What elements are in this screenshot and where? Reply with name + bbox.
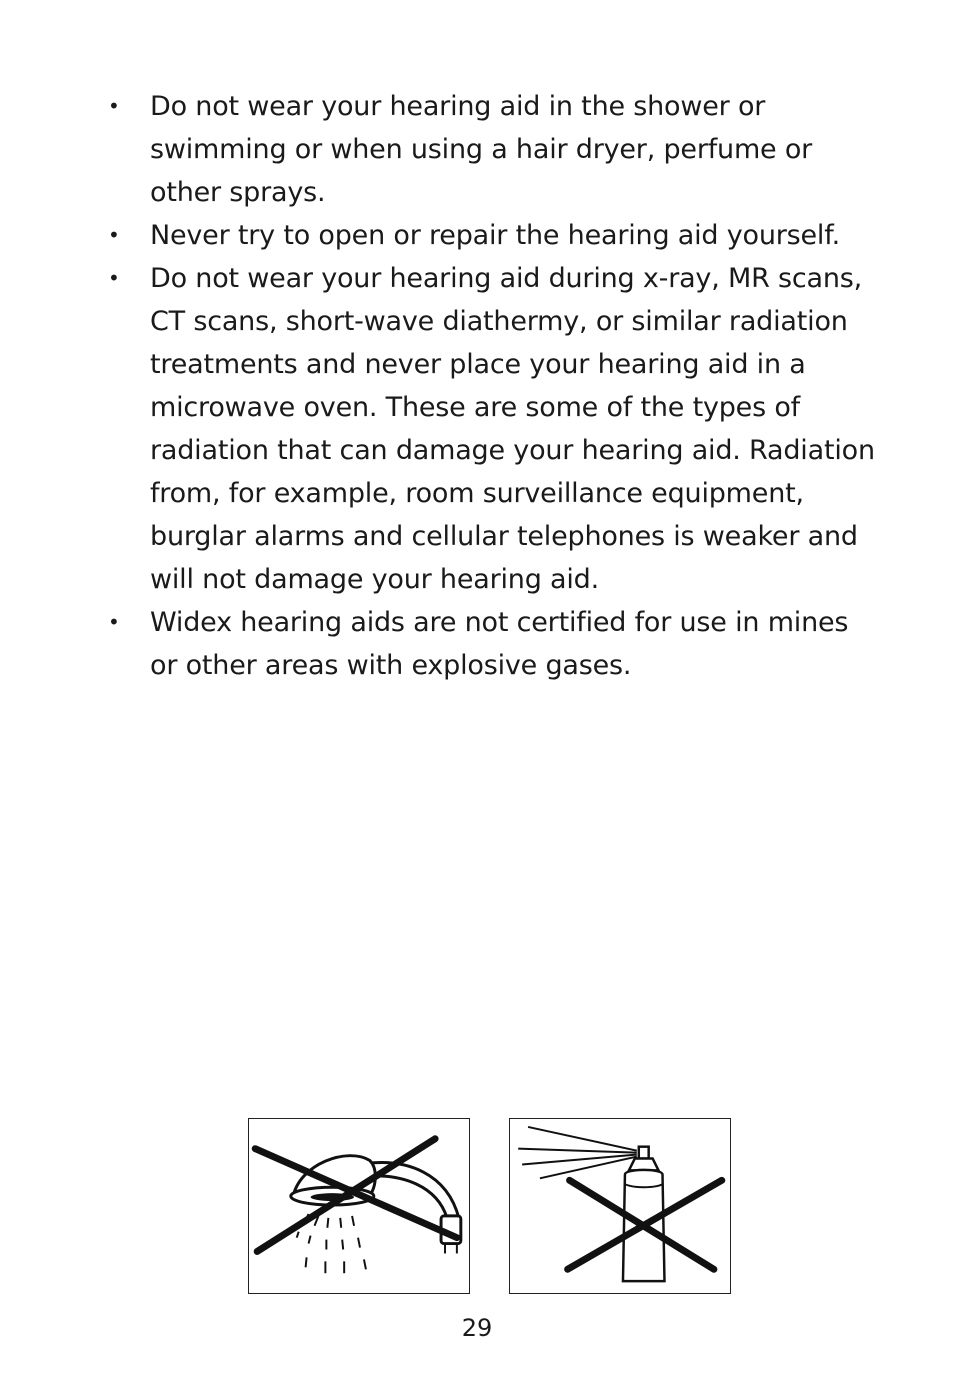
warning-text: Never try to open or repair the hearing aid yourself. — [150, 220, 840, 251]
warning-list — [108, 85, 878, 687]
list-item — [108, 85, 878, 214]
warning-text: Widex hearing aids are not certified for use in mines or other areas with explosive gases. — [150, 607, 849, 681]
bullet-icon: • — [108, 610, 120, 634]
page-number: 29 — [461, 1314, 493, 1342]
warning-text: Do not wear your hearing aid during x-ray, MR scans, CT scans, short-wave diathermy, or similar radiation treatments and never place your hearing aid in a microwave oven. These are some of the types of radiation that can damage your hearing aid. Radiation from, for example, room surveillance equipment, burglar alarms and cellular telephones is weaker and will not damage your hearing aid. — [150, 263, 875, 595]
list-item — [108, 214, 878, 257]
spray-illustration — [509, 1118, 731, 1294]
list-item — [108, 257, 878, 601]
warning-text: Do not wear your hearing aid in the shower or swimming or when using a hair dryer, perfume or other sprays. — [150, 91, 813, 208]
bullet-icon: • — [108, 266, 120, 290]
list-item — [108, 601, 878, 687]
crossed-out-shower-icon — [249, 1119, 469, 1293]
bullet-icon: • — [108, 223, 120, 247]
bullet-icon: • — [108, 94, 120, 118]
crossed-out-spray-can-icon — [510, 1119, 730, 1293]
shower-illustration — [248, 1118, 470, 1294]
